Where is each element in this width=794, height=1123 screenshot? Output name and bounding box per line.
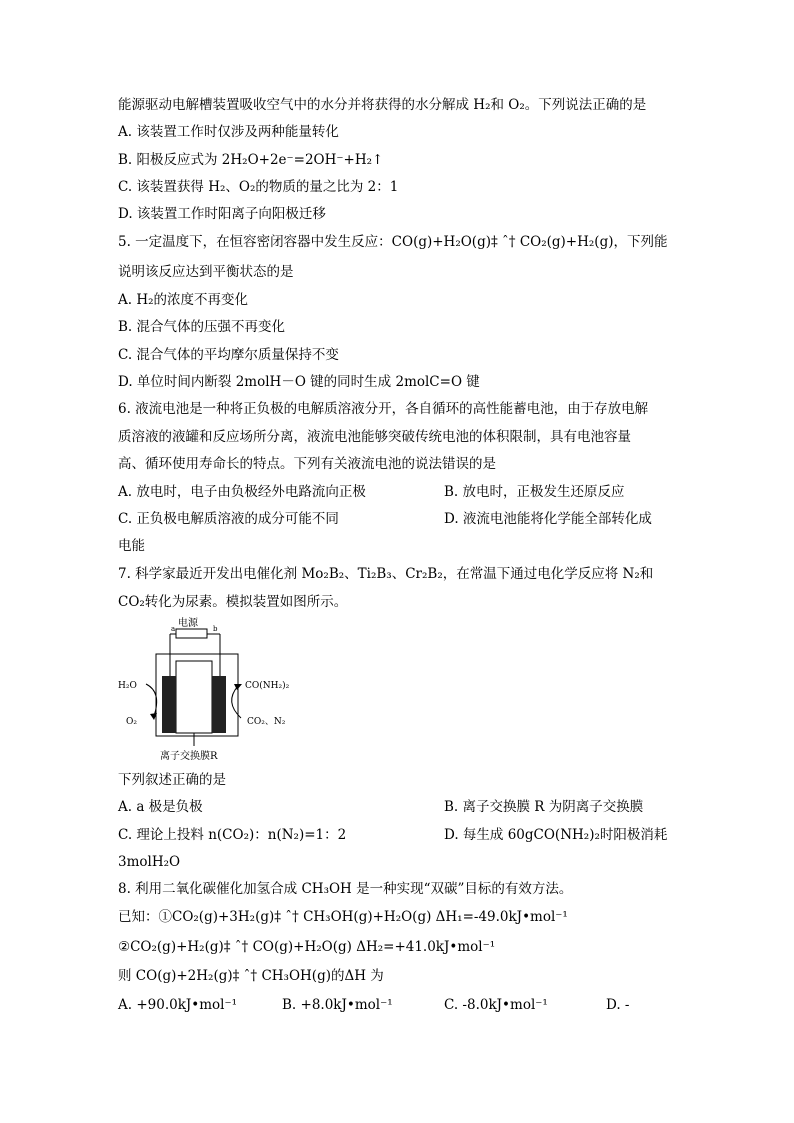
o2-label: O₂ [126,717,137,727]
electrode-a [162,676,176,733]
q6-stem-line2: 质溶液的液罐和反应场所分离，液流电池能够突破传统电池的体积限制，具有电池容量 [118,429,631,445]
q6-option-d-continued: 电能 [118,538,145,554]
q8-stem: 8. 利用二氧化碳催化加氢合成 CH₃OH 是一种实现“双碳”目标的有效方法。 [118,881,573,897]
q8-option-d: D. - [606,997,630,1013]
q7-option-d: D. 每生成 60gCO(NH₂)₂时阳极消耗 [444,827,668,843]
q6-stem-line3: 高、循环使用寿命长的特点。下列有关液流电池的说法错误的是 [118,456,496,472]
q8-question: 则 CO(g)+2H₂(g)‡ ˆ† CH₃OH(g)的ΔH 为 [118,968,384,984]
power-source-label: 电源 [178,618,198,629]
electrode-b [212,676,226,733]
h2o-label: H₂O [118,681,137,691]
terminal-a-label: a [171,625,176,633]
co2-n2-label: CO₂、N₂ [247,717,286,727]
q7-option-c: C. 理论上投料 n(CO₂)：n(N₂)=1：2 [118,827,347,843]
q4-option-d: D. 该装置工作时阳离子向阳极迁移 [118,206,326,222]
q6-option-c: C. 正负极电解质溶液的成分可能不同 [118,511,339,527]
q5-stem-line2: 说明该反应达到平衡状态的是 [118,264,294,280]
q7-option-b: B. 离子交换膜 R 为阴离子交换膜 [444,799,644,815]
q6-option-d: D. 液流电池能将化学能全部转化成 [444,511,652,527]
q6-option-b: B. 放电时，正极发生还原反应 [444,484,625,500]
power-source [176,629,207,638]
membrane-label: 离子交换膜R [160,751,218,762]
q5-option-a: A. H₂的浓度不再变化 [118,292,249,308]
terminal-b-label: b [213,625,218,633]
q5-option-c: C. 混合气体的平均摩尔质量保持不变 [118,347,339,363]
q4-option-a: A. 该装置工作时仅涉及两种能量转化 [118,124,339,140]
q8-option-a: A. +90.0kJ•mol⁻¹ [118,997,238,1013]
q4-stem: 能源驱动电解槽装置吸收空气中的水分并将获得的水分解成 H₂和 O₂。下列说法正确的是 [118,97,647,113]
q8-option-c: C. -8.0kJ•mol⁻¹ [444,997,548,1013]
q8-option-b: B. +8.0kJ•mol⁻¹ [282,997,393,1013]
q7-stem-line1: 7. 科学家最近开发出电催化剂 Mo₂B₂、Ti₂B₃、Cr₂B₂，在常温下通过电化学反应将 N₂和 [118,566,654,582]
left-flow-arrow [146,684,157,716]
q7-option-a: A. a 极是负极 [118,799,203,815]
q8-known-1: 已知：①CO₂(g)+3H₂(g)‡ ˆ† CH₃OH(g)+H₂O(g) ΔH₁=-49.0kJ•mol⁻¹ [118,909,568,925]
right-flow-arrow [232,686,241,718]
urea-label: CO(NH₂)₂ [245,681,290,691]
q5-option-b: B. 混合气体的压强不再变化 [118,319,286,335]
q7-prompt: 下列叙述正确的是 [118,772,226,788]
q6-option-a: A. 放电时，电子由负极经外电路流向正极 [118,484,366,500]
q7-stem-line2: CO₂转化为尿素。模拟装置如图所示。 [118,594,348,610]
q5-option-d: D. 单位时间内断裂 2molH－O 键的同时生成 2molC=O 键 [118,374,480,390]
q7-option-d-continued: 3molH₂O [118,854,181,870]
q6-stem-line1: 6. 液流电池是一种将正负极的电解质溶液分开，各自循环的高性能蓄电池，由于存放电解 [118,401,649,417]
electrolysis-cell-diagram [118,616,298,766]
q8-known-2: ②CO₂(g)+H₂(g)‡ ˆ† CO(g)+H₂O(g) ΔH₂=+41.0kJ•mol⁻¹ [118,939,496,955]
ion-exchange-membrane [176,661,212,733]
q4-option-b: B. 阳极反应式为 2H₂O+2e⁻=2OH⁻+H₂↑ [118,152,384,168]
q5-stem-line1: 5. 一定温度下，在恒容密闭容器中发生反应：CO(g)+H₂O(g)‡ ˆ† CO₂(g)+H₂(g)，下列能 [118,234,668,250]
q4-option-c: C. 该装置获得 H₂、O₂的物质的量之比为 2：1 [118,179,399,195]
